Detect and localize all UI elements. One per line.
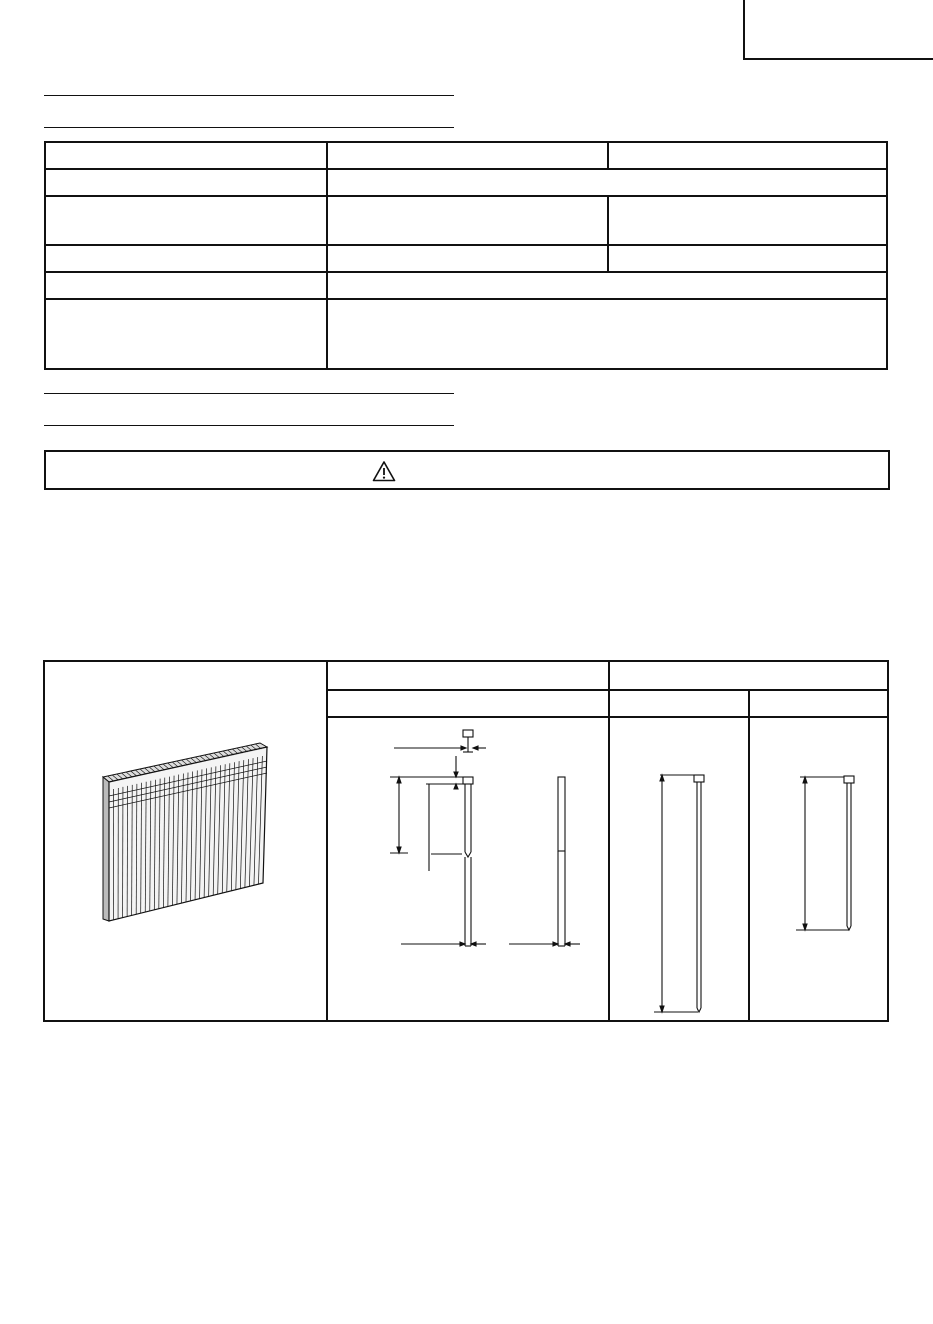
section2-bottom-rule xyxy=(44,425,454,426)
nails-header-rule xyxy=(326,689,887,691)
specs-col-divider-2b xyxy=(607,195,609,271)
long-nail-drawing xyxy=(608,716,748,1016)
section2-top-rule xyxy=(44,393,454,394)
specs-row-rule xyxy=(46,271,886,273)
specs-row-rule xyxy=(46,244,886,246)
warning-box xyxy=(44,450,890,490)
nail-strip-illustration xyxy=(95,735,275,930)
specs-row-rule xyxy=(46,298,886,300)
nail-dimension-drawing xyxy=(326,716,606,1016)
section1-top-rule xyxy=(44,95,454,96)
warning-triangle-icon xyxy=(372,460,396,482)
section1-bottom-rule xyxy=(44,127,454,128)
specs-row-rule xyxy=(46,195,886,197)
page-corner-tab xyxy=(743,0,933,60)
specs-table xyxy=(44,141,888,370)
specs-col-divider-2a xyxy=(607,143,609,168)
specs-row-rule xyxy=(46,168,886,170)
short-nail-drawing xyxy=(749,716,887,1016)
specs-col-divider xyxy=(326,143,328,368)
